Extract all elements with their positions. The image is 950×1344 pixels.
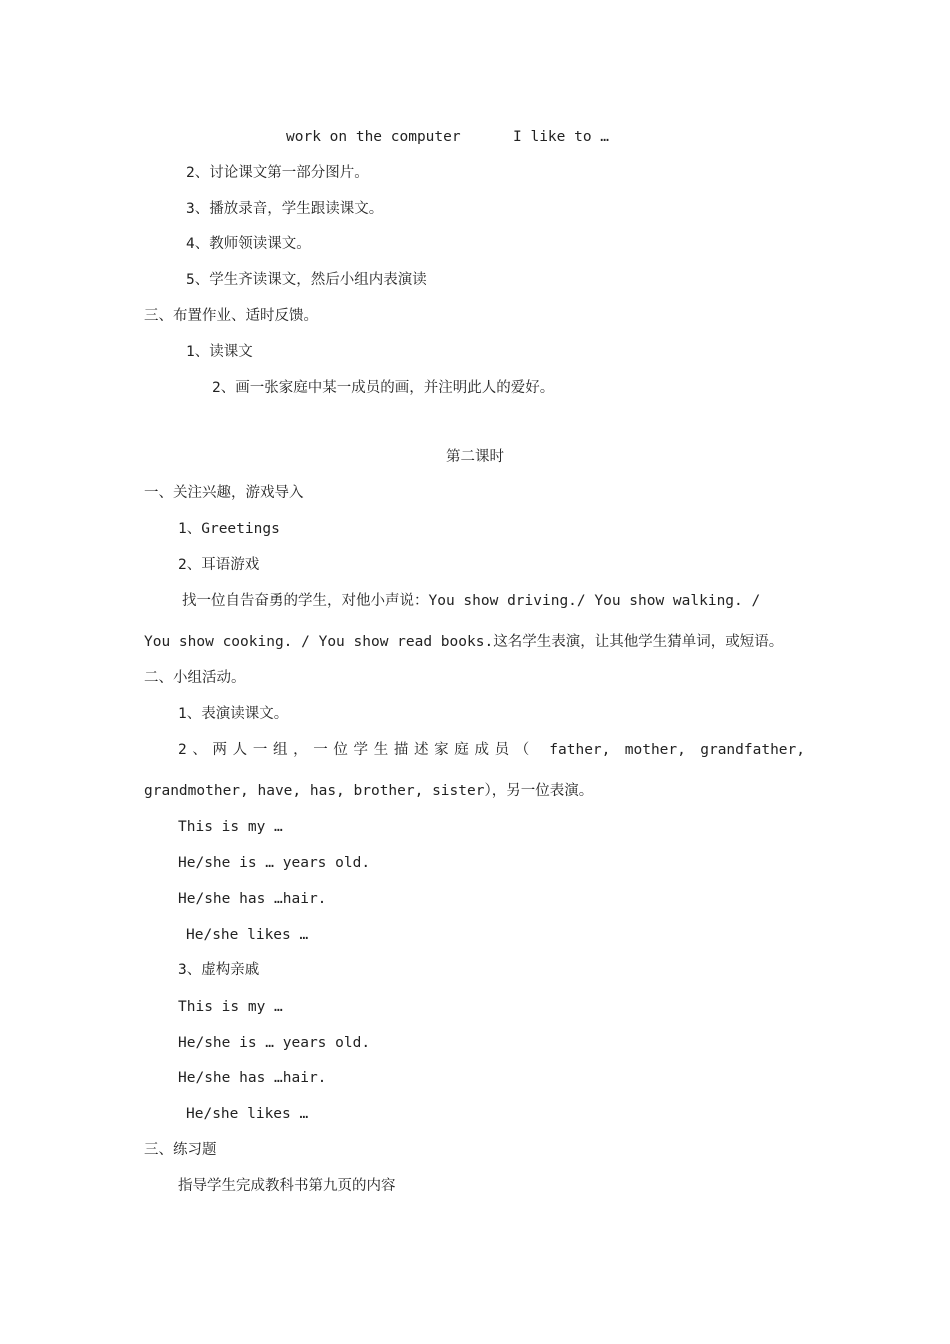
pattern-line: This is my … [178, 819, 283, 835]
step-item: 4、教师领读课文。 [186, 236, 311, 252]
list-item: 3、虚构亲戚 [178, 962, 260, 978]
pattern-line: He/she has …hair. [178, 1070, 327, 1086]
section-heading: 三、布置作业、适时反馈。 [144, 308, 318, 324]
section-heading: 二、小组活动。 [144, 670, 246, 686]
pattern-line: This is my … [178, 999, 283, 1015]
lesson-title: 第二课时 [446, 449, 504, 465]
section-heading: 一、关注兴趣，游戏导入 [144, 485, 304, 501]
step-item: 3、播放录音，学生跟读课文。 [186, 201, 384, 217]
pattern-line: He/she is … years old. [178, 855, 371, 871]
list-item: 2、耳语游戏 [178, 557, 260, 573]
list-item: 1、表演读课文。 [178, 706, 289, 722]
paragraph-line: 找一位自告奋勇的学生，对他小声说：You show driving./ You show walking. / [182, 593, 761, 609]
step-item: 5、学生齐读课文，然后小组内表演读 [186, 272, 427, 288]
list-item: 1、Greetings [178, 521, 280, 537]
vocab-sentence: I like to … [513, 129, 610, 145]
vocab-phrase: work on the computer [286, 129, 461, 145]
step-item: 2、讨论课文第一部分图片。 [186, 165, 369, 181]
pattern-line: He/she is … years old. [178, 1035, 371, 1051]
pattern-line: He/she has …hair. [178, 891, 327, 907]
paragraph-line: grandmother, have, has, brother, sister），另一位表演。 [144, 783, 594, 799]
section-heading: 三、练习题 [144, 1142, 217, 1158]
paragraph-line: You show cooking. / You show read books.这名学生表演，让其他学生猜单词，或短语。 [144, 634, 784, 650]
homework-item: 1、读课文 [186, 344, 253, 360]
pattern-line: He/she likes … [186, 1106, 309, 1122]
homework-item: 2、画一张家庭中某一成员的画，并注明此人的爱好。 [212, 380, 555, 396]
pattern-line: He/she likes … [186, 927, 309, 943]
paragraph-line: 2、两人一组，一位学生描述家庭成员（ father, mother, grandfather, [178, 742, 805, 758]
paragraph-line: 指导学生完成教科书第九页的内容 [178, 1178, 396, 1194]
